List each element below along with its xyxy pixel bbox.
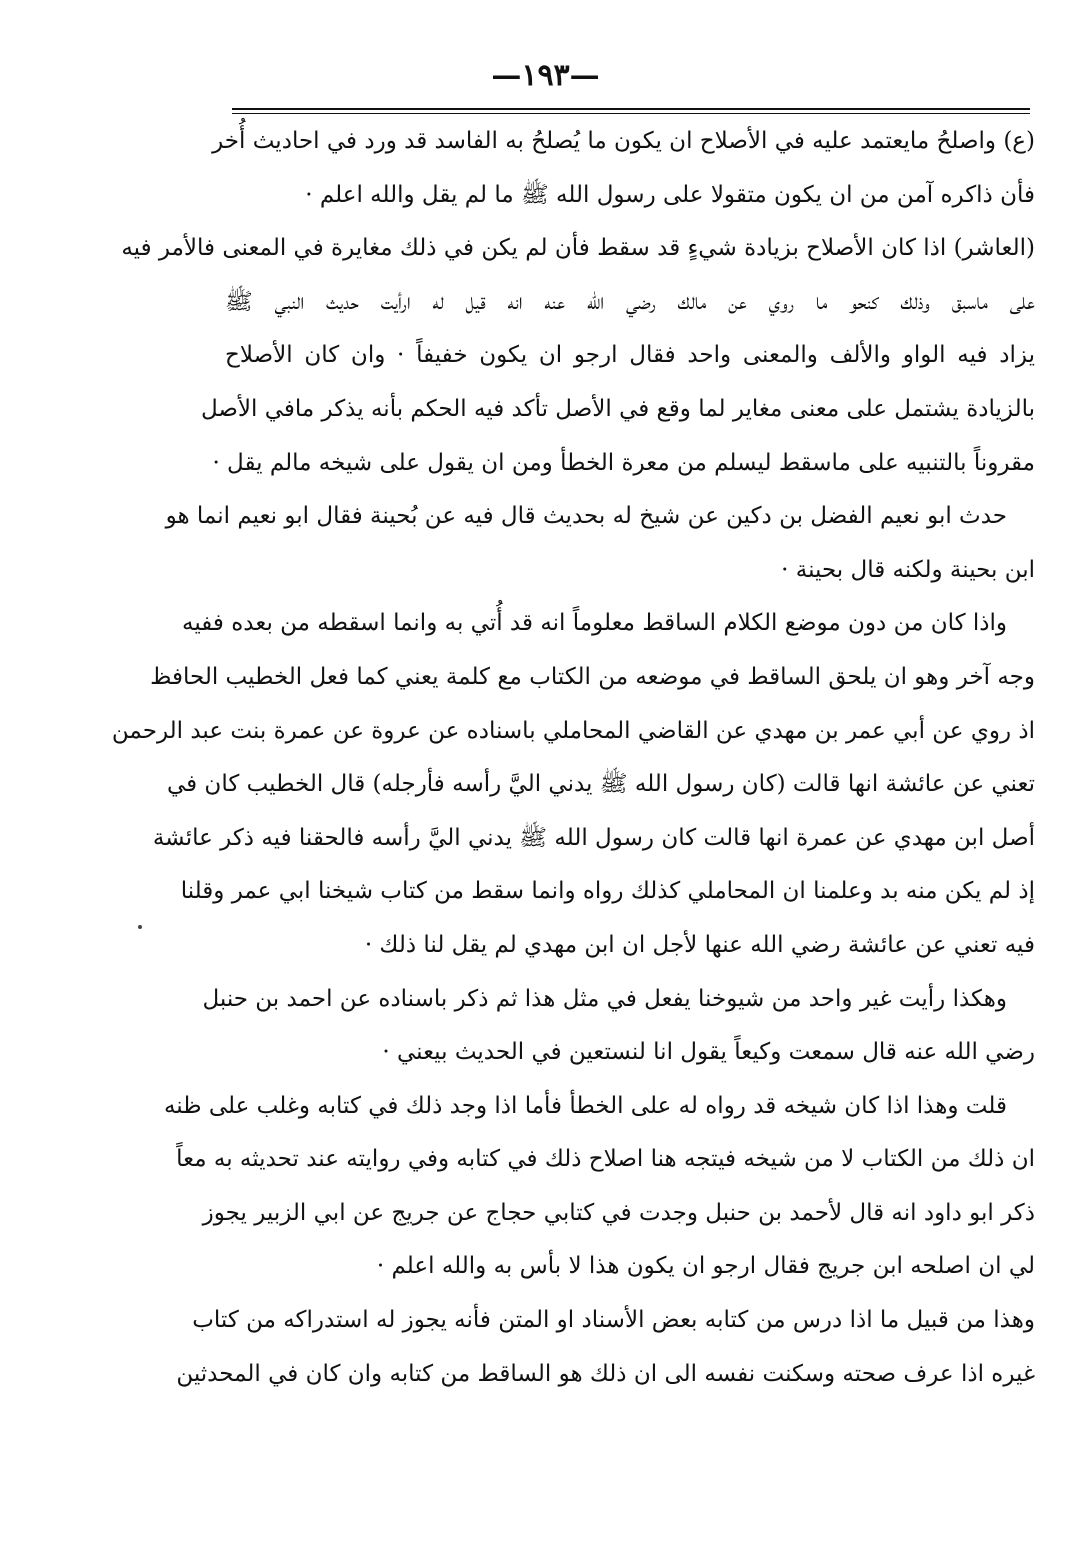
margin-speck <box>138 925 142 929</box>
text-line: رضي الله عنه قال سمعت وكيعاً يقول انا لنستعين في الحديث بيعني · <box>382 1039 1035 1066</box>
text-line: اذ روي عن أبي عمر بن مهدي عن القاضي المحاملي باسناده عن عروة عن عمرة بنت عبد الرحمن <box>111 717 1035 744</box>
text-line: غيره اذا عرف صحته وسكنت نفسه الى ان ذلك هو الساقط من كتابه وان كان في المحدثين <box>176 1360 1035 1387</box>
text-line: وهذا من قبيل ما اذا درس من كتابه بعض الأسناد او المتن فأنه يجوز له استدراكه من كتاب <box>192 1307 1035 1334</box>
text-line: على ماسبق وذلك كنحو ما روي عن مالك رضي الله عنه انه قيل له ارأيت حديث النبي ﷺ <box>225 288 1035 315</box>
text-line: وجه آخر وهو ان يلحق الساقط في موضعه من الكتاب مع كلمة يعني كما فعل الخطيب الحافظ <box>150 663 1035 690</box>
text-line: إذ لم يكن منه بد وعلمنا ان المحاملي كذلك رواه وانما سقط من كتاب شيخنا ابي عمر وقلنا <box>180 878 1035 905</box>
text-line: أصل ابن مهدي عن عمرة انها قالت كان رسول الله ﷺ يدني اليَّ رأسه فالحقنا فيه ذكر عائشة <box>152 824 1035 851</box>
text-line: ذكر ابو داود انه قال لأحمد بن حنبل وجدت في كتابي حجاج عن جريج عن ابي الزبير يجوز <box>202 1199 1035 1226</box>
text-line: فأن ذاكره آمن من ان يكون متقولا على رسول الله ﷺ ما لم يقل والله اعلم · <box>305 181 1035 208</box>
text-line: ان ذلك من الكتاب لا من شيخه فيتجه هنا اصلاح ذلك في كتابه وفي روايته عند تحديثه به معاً <box>176 1146 1035 1173</box>
text-line: واذا كان من دون موضع الكلام الساقط معلوماً انه قد أُتي به وانما اسقطه من بعده ففيه <box>182 610 1007 637</box>
text-line: يزاد فيه الواو والألف والمعنى واحد فقال ارجو ان يكون خفيفاً · وان كان الأصلاح <box>225 342 1035 369</box>
text-line: فيه تعني عن عائشة رضي الله عنها لأجل ان ابن مهدي لم يقل لنا ذلك · <box>364 931 1035 958</box>
page-body-text <box>111 115 1035 1401</box>
text-line: لي ان اصلحه ابن جريج فقال ارجو ان يكون هذا لا بأس به والله اعلم · <box>376 1253 1035 1280</box>
text-line: (العاشر) اذا كان الأصلاح بزيادة شيءٍ قد سقط فأن لم يكن في ذلك مغايرة في المعنى فالأمر فيه <box>121 235 1035 262</box>
text-line: مقروناً بالتنبيه على ماسقط ليسلم من معرة الخطأ ومن ان يقول على شيخه مالم يقل · <box>212 449 1035 476</box>
page-number: —١٩٣— <box>491 58 600 93</box>
text-line: ابن بحينة ولكنه قال بحينة · <box>781 556 1035 583</box>
text-line: (ع) واصلحُ مايعتمد عليه في الأصلاح ان يكون ما يُصلحُ به الفاسد قد ورد في احاديث أُخر <box>212 128 1035 154</box>
text-line: بالزيادة يشتمل على معنى مغاير لما وقع في الأصل تأكد فيه الحكم بأنه يذكر مافي الأصل <box>200 395 1035 422</box>
header-rule-thin <box>232 113 1030 114</box>
text-line: وهكذا رأيت غير واحد من شيوخنا يفعل في مثل هذا ثم ذكر باسناده عن احمد بن حنبل <box>202 985 1007 1012</box>
text-line: قلت وهذا اذا كان شيخه قد رواه له على الخطأ فأما اذا وجد ذلك في كتابه وغلب على ظنه <box>163 1092 1007 1119</box>
header-rule-thick <box>232 108 1030 110</box>
text-line: تعني عن عائشة انها قالت (كان رسول الله ﷺ يدني اليَّ رأسه فأرجله) قال الخطيب كان في <box>166 771 1035 798</box>
text-line: حدث ابو نعيم الفضل بن دكين عن شيخ له بحديث قال فيه عن بُحينة فقال ابو نعيم انما هو <box>165 503 1007 530</box>
